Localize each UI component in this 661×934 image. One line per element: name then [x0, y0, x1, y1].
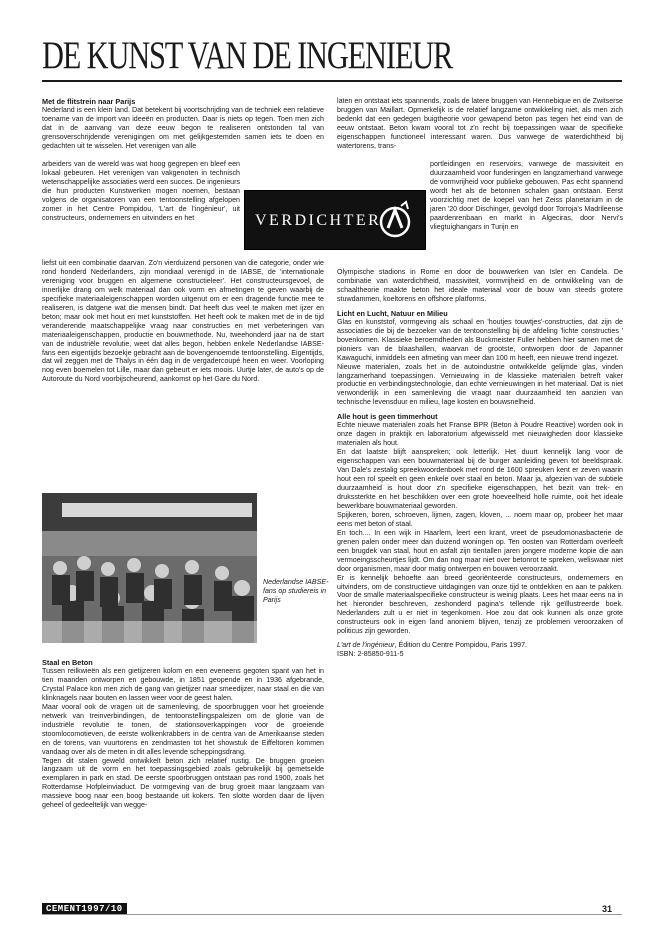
ampersand-logo-icon — [375, 200, 415, 240]
magazine-badge: CEMENT1997/10 — [42, 903, 127, 915]
page-number: 31 — [602, 904, 613, 914]
hout-paragraph-5: Er is kennelijk behoefte aan breed georiënteerde constructeurs, ondernemers en uitvinders, om de constructieve uitdagingen van onze tijd te ontdekken en aan te pakken. Voor de smalle materiaalspecifieke constructeur is weinig plaats. Lees het maar eens na in het hieronder beschreven, zeshonderd pagina's tellende rijk geïllustreerde boek. Nederlanders zult u er niet in tegenkomen. Hoe zou dat ook kunnen als onze grote constructeurs ook in eigen land anoniem blijven, tenzij ze problemen veroorzaken of politicus zijn geworden. — [337, 573, 623, 636]
staal-paragraph-3: Tegen dit stalen geweld ontwikkelt beton zich relatief rustig. De bruggen groeien langzaam uit de vorm en het toepassingsgebied zoals gebruikelijk bij gemetselde exemplaren in park en stad. De eerste spoorbruggen ontstaan pas rond 1900, zoals het Rotterdamse Hofpleinviaduct. De vormgeving van de brug groeit maar langzaam van massieve boog naar een boog bestaande uit kokers. Ten slotte worden daar de lijven geheel of gedeeltelijk van wegge- — [42, 756, 324, 810]
narrow-right-text — [430, 160, 623, 232]
group-photo — [42, 493, 257, 643]
book-publisher: , Édition du Centre Pompidou, Paris 1997. — [394, 641, 528, 650]
cafe-terrace-photo-icon — [42, 493, 257, 643]
section-heading-hout: Alle hout is geen timmerhout — [337, 412, 438, 422]
hout-paragraph-1: Echte nieuwe materialen zoals het Franse BPR (Beton à Poudre Reactive) worden ook in onze dagen in praktijk en laboratorium afgewisseld met nieuwigheden door klassieke materialen als hout. — [337, 421, 623, 448]
narrow-left-text — [42, 160, 240, 223]
continuation-column — [337, 97, 623, 151]
staal-paragraph-2: Maar vooral ook de vragen uit de samenleving, de spoorbruggen voor het groeiende netwerk van treinverbindingen, de tentoonstellingspaleizen om de glorie van de industriële revolutie te tonen, de stationsoverkappingen voor de groeiende stoomlocomotieven, de eerste wolkenkrabbers in de centra van de Amerikaanse steden en de torens, van vuurtorens en zendmasten tot het showstuk de Eiffeltoren kommen vandaag over als de meten in dit alles levende scheppingsdrang. — [42, 702, 324, 756]
title-rule — [42, 80, 622, 82]
section-heading-licht: Licht en Lucht, Natuur en Milieu — [337, 308, 448, 318]
book-reference — [337, 641, 623, 650]
right-wide-paragraph: Olympische stadions in Rome en door de bouwwerken van Isler en Candela. De combinatie van waterdichtheid, massiviteit, vormvrijheid en de ontwikkeling van de schaaltheorie maakte beton het ideale materiaal voor de bouw van steeds grotere stuwdammen, koeltorens en offshore platforms. — [337, 268, 623, 303]
footer-rule — [42, 914, 622, 915]
banner-text: VERDICHTER — [255, 212, 382, 229]
hout-paragraph-4: En toch.... In een wijk in Haarlem, leert een krant, vreet de pseudomonasbacterie de grenen palen onder meer dan duizend woningen op. Ten oosten van Rotterdam overleeft een brugdek van staal, hout en asfalt zijn tientallen jaren jongere moderne kopie die aan vermoeingsscheurtjes lijdt. Om dan nog maar niet over betonrot te spreken, weliswaar niet door organismen, maar door matig ontwerpen en bouwen veroorzaakt. — [337, 528, 623, 573]
intro-column — [42, 97, 324, 151]
licht-paragraph-2: Nieuwe materialen, zoals het in de autoindustrie ontwikkelde gelijmde glas, vinden langzamerhand toepassingen. Vernieuwing in de klassieke materialen betreft vaker productie en verbindingstechnologie, dan echte vernieuwingen in het materiaal. Dat is niet verwonderlijk in een samenleving die vraagt naar duurzaamheid ten aanzien van technische levensduur en milieu, lage kosten en bouwsnelheid. — [337, 362, 623, 407]
narrow-left-paragraph: arbeiders van de wereld was wat hoog gegrepen en bleef een lokaal gebeuren. Het verenigen van vakgenoten in technisch wetenschappelijke associaties werd een succes. De ingenieurs die hun producten Kunstwerken mogen noemen, bestaan volgens de organisatoren van een tentoonstelling afgelopen zomer in het Centre Pompidou, 'L'art de l'ingénieur', uit constructeurs, ondernemers en uitvinders en het — [42, 160, 240, 222]
section-heading-staal: Staal en Beton — [42, 658, 93, 667]
book-isbn: ISBN: 2-85850-911-5 — [337, 650, 404, 659]
right-continuation — [337, 268, 623, 659]
continuation-paragraph: laten en ontstaat iets spannends, zoals de latere bruggen van Hennebique en de Zwitserse bruggen van Maillart. Opmerkelijk is de relatief langzame ontwikkeling niet, als men zich bedenkt dat een gedegen buigtheorie voor gewapend beton pas tegen het eind van de eeuw ontstaat. Beton kwam vooral tot z'n recht bij toepassingen waar de specifieke eigenschappen functioneel interessant waren. Dus vanwege de waterdichtheid bij watertorens, trans- — [337, 97, 623, 150]
intro-paragraph: Nederland is een klein land. Dat betekent bij voortschrijding van de techniek een relatieve toename van de import van ideeën en producten. Daar is niets op tegen. Toen men zich dat in de aanvang van deze eeuw begon te realiseren ontstonden tal van grensoverschrijdende verenigingen om met gelijkgestemden samen iets te doen en gedachten uit te wisselen. Het verenigen van alle — [42, 106, 324, 150]
hout-paragraph-2: En dat laatste blijft aanspreken; ook letterlijk. Het duurt kennelijk lang voor de eigenschappen van een bouwmateriaal bij de burger aanleiding geven tot beeldspraak. Van Dale's zestalig spreekwoordenboek met rond de 1600 spreuken kent er zeven waarin hout een rol speelt en geen enkele over staal en beton. Maar ja, afgezien van de subtiele duurzaamheid is hout door z'n specifieke eigenschappen, het bezit van trek- en drukssterkte en het beschikken over een grote hoeveelheid holle ruimte, ooit het ideale bewerkbare bouwmateriaal geworden. — [337, 448, 623, 510]
verdichter-banner — [244, 190, 426, 250]
page-title: DE KUNST VAN DE INGENIEUR — [42, 34, 453, 77]
staal-paragraph-1: Tussen reilkwieën als een gietijzeren kolom en een eveneens gegoten spant van het in tien maanden ontworpen en gebouwde, in 1851 geopende en in 1936 afgebrande, Crystal Palace kon men zich de gang van gietijzer naar smeedijzer, naar staal en die van klinknagels naar bouten en lassen weer voor de geest halen. — [42, 667, 324, 702]
wide-left-text — [42, 259, 324, 384]
section-heading-flitstrein: Met de flitstrein naar Parijs — [42, 97, 136, 106]
book-title: L'art de l'ingénieur — [337, 641, 395, 650]
staal-section — [42, 658, 324, 810]
licht-paragraph-1: Glas en kunststof, vormgeving als schaal en 'houtjes touwtjes'-constructies, dat zijn de associaties die bij de bezoeker van de tentoonstelling bij de afdeling 'lichte constructies ' bovenkomen. Klassieke beroemdheden als Buckmeister Fuller hebben hier samen met de pioniers van de blaashallen, waarvan de grootste, ontworpen door de Japanner Kawaguchi, inmiddels een afmeting van meer dan 100 m heeft, een nieuwe trend ingezet. — [337, 317, 623, 362]
hout-paragraph-3: Spijkeren, boren, schroeven, lijmen, zagen, kloven, ... noem maar op, probeer het maar eens met beton of staal. — [337, 510, 623, 528]
wide-left-paragraph: liefst uit een combinatie daarvan. Zo'n vierduizend personen van die categorie, onder wie rond honderd Nederlanders, zijn mondiaal verenigd in de IABSE, de 'internationale vereniging voor bruggen en algemene constructieleer'. Het constructeursgevoel, de innerlijke drang om welk materiaal dan ook vorm en afmetingen te geven waarbij de specifieke materiaaleigenschappen worden uitgenut om er een dragende functie mee te realiseren, is datgene wat die mensen bindt. Dat heeft dus veel te maken met ijzer en beton; maar ook met hout en met kunststoffen. Het heeft ook te maken met de in de tijd veranderende maatschappelijke vraag naar constructies en met verbeteringen van materiaaleigenschappen, productie en bouwmethode. Nu, tweehonderd jaar na de start van de industriële revolutie, weet dat alles begon, hebben enkele Nederlandse IABSE-fans een eigentijds bezoekje gebracht aan de bovengenoemde tentoonstelling. Eigentijds, dat wil zeggen met de Thalys in één dag in de vergadercoupé heen en weer. Voorloping nog even boemelen tot Lille, maar dan gebeurt er iets moois. Uurtje later, de auto's op de Autoroute du Nord voorbijscheurend, aankomst op het Gare du Nord. — [42, 259, 324, 384]
photo-caption: Nederlandse IABSE-fans op studiereis in Parijs — [263, 578, 329, 604]
narrow-right-paragraph: portleidingen en reservoirs, vanwege de massiviteit en duurzaamheid voor funderingen en langzamerhand vanwege de vormvrijheid voor publieke gebouwen. Pas echt spannend wordt het als de betonnen schalen gaan ontstaan. Eerst voorzichtig met de koepel van het Zeiss planetarium in de jaren '20 door Dischinger, gevolgd door Torroja's Madrileense paardenrenbaan en markt in Algeciras, door Nervi's vliegtuighangars in Turijn en — [430, 160, 623, 231]
